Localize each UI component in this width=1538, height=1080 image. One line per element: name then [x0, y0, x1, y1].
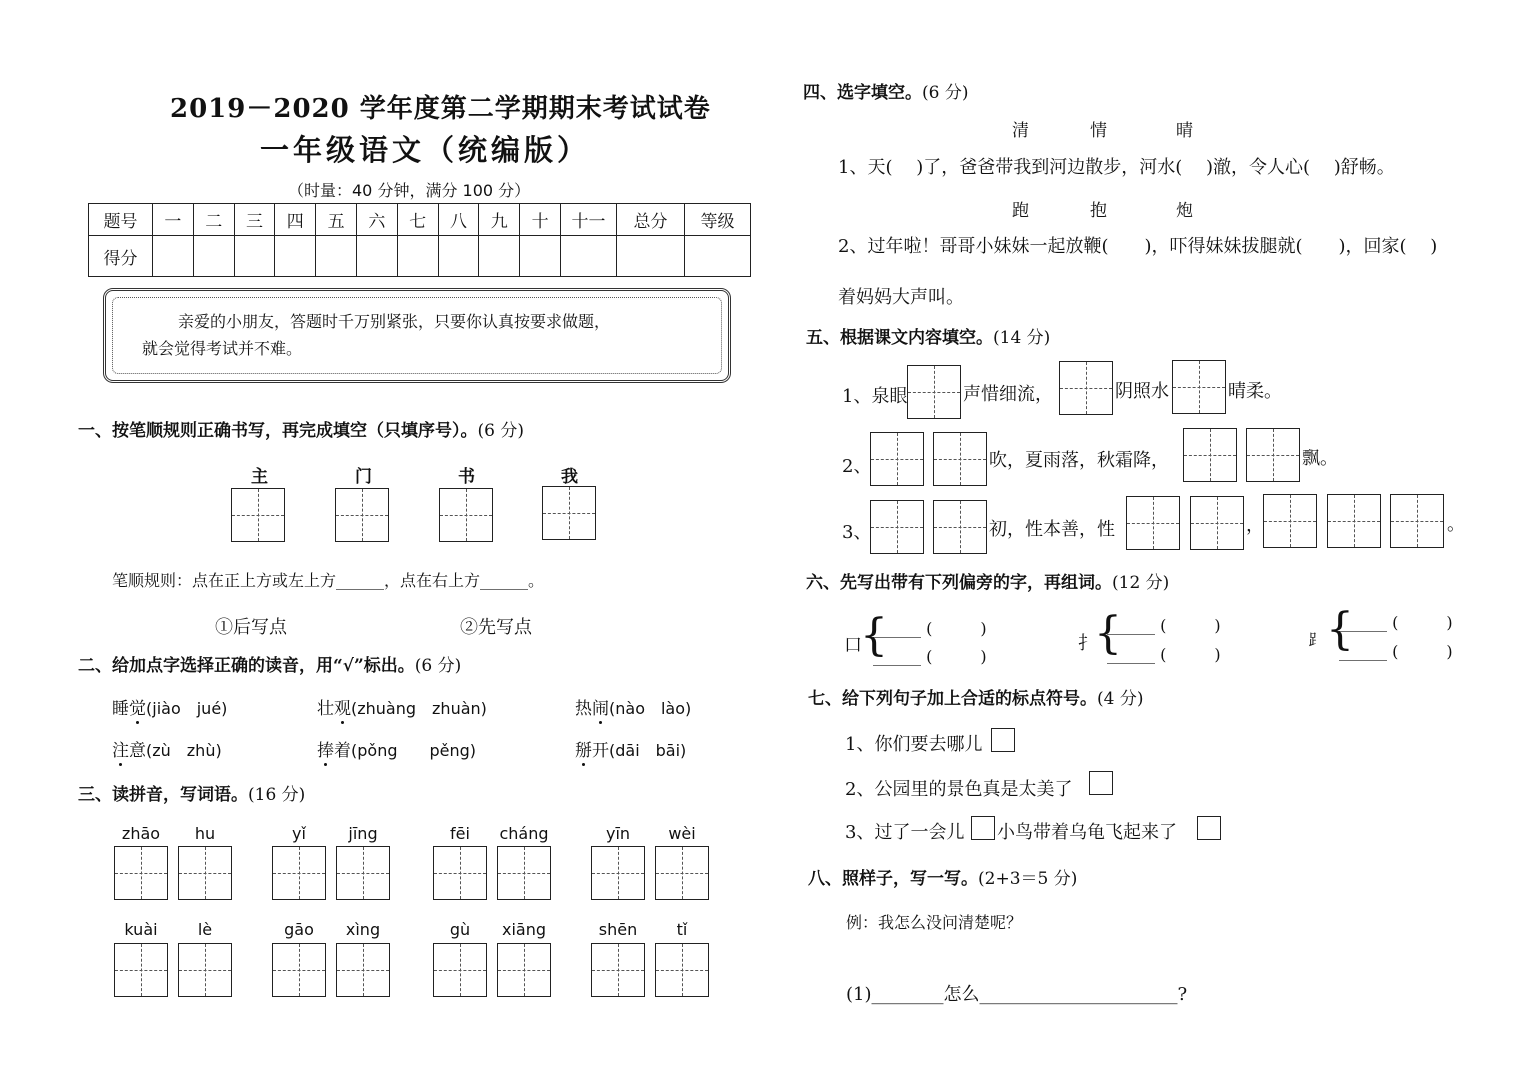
score-col: 题号 — [89, 204, 153, 236]
exercise-item1[interactable]: (1)________怎么______________________? — [846, 984, 1188, 1005]
score-col: 总分 — [617, 204, 685, 236]
brace-icon: { — [860, 610, 888, 661]
score-cell[interactable] — [316, 236, 357, 277]
score-col: 二 — [193, 204, 234, 236]
option-2: ②先写点 — [460, 617, 532, 638]
pinyin-label: yīn — [605, 824, 631, 843]
pinyin-label: gāo — [284, 920, 314, 939]
score-col: 一 — [153, 204, 194, 236]
section4-q1: 1、天( )了，爸爸带我到河边散步，河水( )澈，令人心( )舒畅。 — [838, 157, 1395, 178]
writing-grid[interactable] — [114, 846, 168, 900]
score-col: 九 — [479, 204, 520, 236]
score-cell[interactable] — [561, 236, 617, 277]
writing-grid[interactable] — [497, 846, 551, 900]
punctuation-box[interactable] — [1089, 771, 1113, 795]
pinyin-label: xiāng — [501, 920, 546, 939]
score-col: 十 — [520, 204, 561, 236]
choice-char: 情 — [1090, 121, 1107, 141]
punct-q3a: 3、过了一会儿 — [845, 822, 965, 843]
pinyin-item: 注意(zù zhù) — [112, 736, 222, 761]
writing-grid[interactable] — [1263, 494, 1317, 548]
example-sentence: 例：我怎么没问清楚呢？ — [846, 913, 1023, 932]
section7-heading: 七、给下列句子加上合适的标点符号。(4 分) — [808, 689, 1144, 709]
writing-grid[interactable] — [1059, 361, 1113, 415]
writing-grid[interactable] — [433, 943, 487, 997]
writing-grid[interactable] — [272, 943, 326, 997]
punct-q1: 1、你们要去哪儿 — [845, 734, 983, 755]
writing-grid[interactable] — [907, 365, 961, 419]
stroke-char: 我 — [561, 467, 578, 487]
section4-q2-cont: 着妈妈大声叫。 — [838, 287, 964, 308]
poem-text: ， — [1246, 515, 1264, 536]
score-cell[interactable] — [193, 236, 234, 277]
poem-text: 阴照水 — [1115, 381, 1169, 402]
section4-heading: 四、选字填空。(6 分) — [803, 83, 969, 103]
choice-char: 清 — [1012, 121, 1029, 141]
pinyin-label: xìng — [345, 920, 381, 939]
poem-text: 声惜细流， — [963, 384, 1053, 405]
score-table — [88, 203, 751, 277]
choice-char: 晴 — [1176, 121, 1193, 141]
pinyin-label: shēn — [598, 920, 638, 939]
poem-text: 晴柔。 — [1228, 381, 1282, 402]
score-cell[interactable] — [234, 236, 275, 277]
choice-char: 跑 — [1012, 201, 1029, 221]
score-cell[interactable] — [438, 236, 479, 277]
exam-subtitle: 一年级语文（统编版） — [260, 133, 591, 167]
score-cell[interactable] — [617, 236, 685, 277]
section2-heading: 二、给加点字选择正确的读音，用“√”标出。(6 分) — [78, 656, 462, 676]
pinyin-label: gù — [449, 920, 471, 939]
poem-text: 吹，夏雨落，秋霜降， — [989, 450, 1169, 471]
brace-icon: { — [1094, 608, 1122, 659]
radical: 扌 — [1078, 633, 1096, 654]
writing-grid[interactable] — [335, 488, 389, 542]
pinyin-item: 热闹(nào lào) — [575, 694, 691, 719]
poem-text: 初，性本善，性 — [989, 519, 1115, 540]
writing-grid[interactable] — [336, 846, 390, 900]
poem-text: 飘。 — [1302, 448, 1338, 469]
encouragement-line1: 亲爱的小朋友，答题时千万别紧张，只要你认真按要求做题， — [178, 312, 611, 331]
writing-grid[interactable] — [1172, 360, 1226, 414]
pinyin-label: fēi — [450, 824, 470, 843]
writing-grid[interactable] — [1327, 494, 1381, 548]
poem-line-num: 3、 — [842, 522, 872, 543]
punctuation-box[interactable] — [1197, 816, 1221, 840]
score-col: 五 — [316, 204, 357, 236]
score-row-label: 得分 — [89, 236, 153, 277]
writing-grid[interactable] — [655, 943, 709, 997]
pinyin-item: 壮观(zhuàng zhuàn) — [317, 694, 487, 719]
score-col: 七 — [397, 204, 438, 236]
choice-char: 炮 — [1176, 201, 1193, 221]
radical: 口 — [844, 635, 862, 656]
section3-heading: 三、读拼音，写词语。(16 分) — [78, 785, 306, 805]
word-blank[interactable]: ______ ( ) — [1339, 642, 1453, 661]
pinyin-label: wèi — [668, 824, 696, 843]
pinyin-item: 睡觉(jiào jué) — [112, 694, 227, 719]
writing-grid[interactable] — [178, 846, 232, 900]
writing-grid[interactable] — [114, 943, 168, 997]
writing-grid[interactable] — [336, 943, 390, 997]
score-col: 六 — [356, 204, 397, 236]
word-blank[interactable]: ______ ( ) — [1107, 645, 1221, 664]
pinyin-label: yǐ — [292, 824, 306, 843]
writing-grid[interactable] — [1126, 496, 1180, 550]
stroke-rule: 笔顺规则：点在正上方或左上方______，点在右上方______。 — [112, 571, 545, 590]
pinyin-label: cháng — [499, 824, 549, 843]
word-blank[interactable]: ______ ( ) — [873, 619, 987, 638]
writing-grid[interactable] — [231, 488, 285, 542]
word-blank[interactable]: ______ ( ) — [1339, 613, 1453, 632]
pinyin-item: 捧着(pǒng pěng) — [317, 736, 476, 761]
poem-line-num: 2、 — [842, 456, 872, 477]
pinyin-label: zhāo — [121, 824, 161, 843]
pinyin-label: kuài — [124, 920, 158, 939]
writing-grid[interactable] — [933, 500, 987, 554]
section6-heading: 六、先写出带有下列偏旁的字，再组词。(12 分) — [806, 573, 1170, 593]
score-cell[interactable] — [397, 236, 438, 277]
pinyin-label: hu — [194, 824, 216, 843]
punct-q2: 2、公园里的景色真是太美了 — [845, 779, 1073, 800]
stroke-char: 书 — [458, 467, 475, 487]
radical: ⻊ — [1308, 630, 1325, 649]
pinyin-item: 掰开(dāi bāi) — [575, 736, 686, 761]
writing-grid[interactable] — [591, 943, 645, 997]
score-col: 十一 — [561, 204, 617, 236]
score-cell[interactable] — [356, 236, 397, 277]
score-cell[interactable] — [275, 236, 316, 277]
score-col: 八 — [438, 204, 479, 236]
section4-q2: 2、过年啦！哥哥小妹妹一起放鞭( )，吓得妹妹拔腿就( )，回家( ) — [838, 236, 1438, 257]
poem-text: 。 — [1447, 514, 1465, 535]
writing-grid[interactable] — [870, 500, 924, 554]
choice-char: 抱 — [1090, 201, 1107, 221]
score-cell[interactable] — [479, 236, 520, 277]
pinyin-label: jīng — [348, 824, 378, 843]
word-blank[interactable]: ______ ( ) — [1107, 616, 1221, 635]
writing-grid[interactable] — [178, 943, 232, 997]
score-col: 等级 — [685, 204, 751, 236]
pinyin-label: tǐ — [676, 920, 688, 939]
punctuation-box[interactable] — [971, 816, 995, 840]
writing-grid[interactable] — [542, 486, 596, 540]
writing-grid[interactable] — [1390, 494, 1444, 548]
writing-grid[interactable] — [439, 488, 493, 542]
section1-heading: 一、按笔顺规则正确书写，再完成填空（只填序号）。(6 分) — [78, 421, 524, 441]
section8-heading: 八、照样子，写一写。(2+3＝5 分) — [808, 869, 1078, 889]
encouragement-line2: 就会觉得考试并不难。 — [142, 339, 303, 358]
punct-q3b: 小鸟带着乌龟飞起来了 — [997, 822, 1177, 843]
poem-line-num: 1、泉眼 — [842, 386, 908, 407]
writing-grid[interactable] — [591, 846, 645, 900]
score-col: 四 — [275, 204, 316, 236]
brace-icon: { — [1326, 604, 1354, 655]
writing-grid[interactable] — [1190, 496, 1244, 550]
time-info: （时量：40 分钟，满分 100 分） — [288, 181, 531, 200]
writing-grid[interactable] — [272, 846, 326, 900]
stroke-char: 主 — [251, 467, 268, 487]
score-cell[interactable] — [520, 236, 561, 277]
word-blank[interactable]: ______ ( ) — [873, 647, 987, 666]
writing-grid[interactable] — [870, 432, 924, 486]
exam-title: 2019－2020 学年度第二学期期末考试试卷 — [170, 94, 711, 124]
stroke-char: 门 — [355, 467, 372, 487]
writing-grid[interactable] — [655, 846, 709, 900]
writing-grid[interactable] — [933, 432, 987, 486]
punctuation-box[interactable] — [991, 728, 1015, 752]
writing-grid[interactable] — [497, 943, 551, 997]
section5-heading: 五、根据课文内容填空。(14 分) — [806, 328, 1051, 348]
writing-grid[interactable] — [1246, 428, 1300, 482]
option-1: ①后写点 — [215, 617, 287, 638]
writing-grid[interactable] — [1183, 428, 1237, 482]
score-cell[interactable] — [685, 236, 751, 277]
score-col: 三 — [234, 204, 275, 236]
score-cell[interactable] — [153, 236, 194, 277]
pinyin-label: lè — [197, 920, 213, 939]
writing-grid[interactable] — [433, 846, 487, 900]
